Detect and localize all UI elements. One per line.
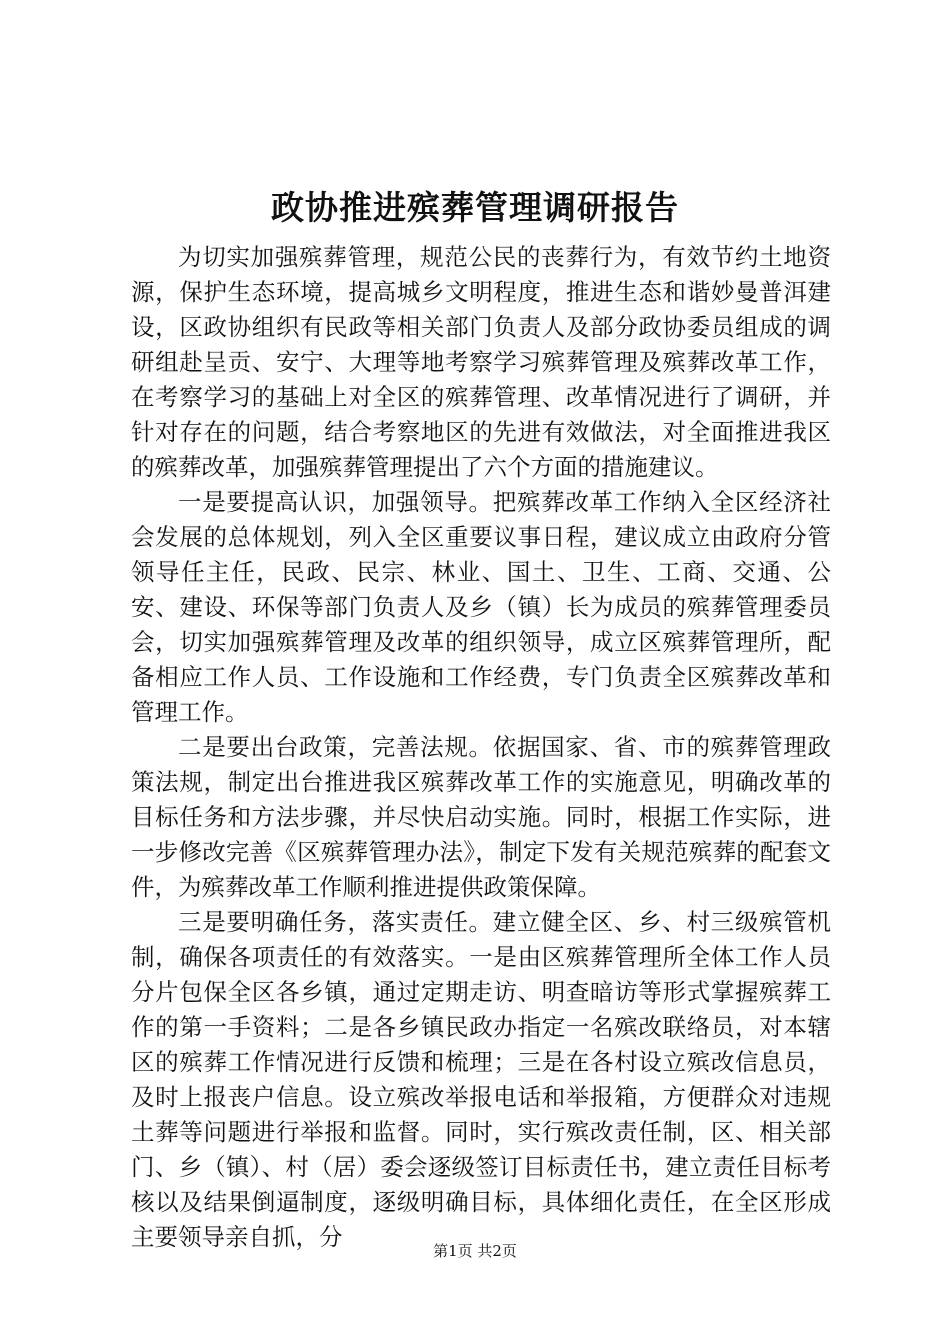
paragraph-intro: 为切实加强殡葬管理，规范公民的丧葬行为，有效节约土地资源，保护生态环境，提高城乡文明程度，推进生态和谐妙曼普洱建设，区政协组织有民政等相关部门负责人及部分政协委员组成的调研组赴呈贡、安宁、大理等地考察学习殡葬管理及殡葬改革工作，在考察学习的基础上对全区的殡葬管理、改革情况进行了调研，并针对存在的问题，结合考察地区的先进有效做法，对全面推进我区的殡葬改革，加强殡葬管理提出了六个方面的措施建议。 [131,243,831,481]
paragraph-point-1: 一是要提高认识，加强领导。把殡葬改革工作纳入全区经济社会发展的总体规划，列入全区重要议事日程，建议成立由政府分管领导任主任，民政、民宗、林业、国土、卫生、工商、交通、公安、建设、环保等部门负责人及乡（镇）长为成员的殡葬管理委员会，切实加强殡葬管理及改革的组织领导，成立区殡葬管理所，配备相应工作人员、工作设施和工作经费，专门负责全区殡葬改革和管理工作。 [131,488,831,726]
paragraph-point-3: 三是要明确任务，落实责任。建立健全区、乡、村三级殡管机制，确保各项责任的有效落实。一是由区殡葬管理所全体工作人员分片包保全区各乡镇，通过定期走访、明查暗访等形式掌握殡葬工作的第一手资料；二是各乡镇民政办指定一名殡改联络员，对本辖区的殡葬工作情况进行反馈和梳理；三是在各村设立殡改信息员，及时上报丧户信息。设立殡改举报电话和举报箱，方便群众对违规土葬等问题进行举报和监督。同时，实行殡改责任制，区、相关部门、乡（镇）、村（居）委会逐级签订目标责任书，建立责任目标考核以及结果倒逼制度，逐级明确目标，具体细化责任，在全区形成主要领导亲自抓，分 [131,908,831,1251]
document-title: 政协推进殡葬管理调研报告 [271,188,679,227]
paragraph-point-2: 二是要出台政策，完善法规。依据国家、省、市的殡葬管理政策法规，制定出台推进我区殡葬改革工作的实施意见，明确改革的目标任务和方法步骤，并尽快启动实施。同时，根据工作实际，进一步修改完善《区殡葬管理办法》，制定下发有关规范殡葬的配套文件，为殡葬改革工作顺利推进提供政策保障。 [131,733,831,901]
document-body [131,240,831,1255]
page-number-footer: 第1页 共2页 [433,1242,517,1260]
